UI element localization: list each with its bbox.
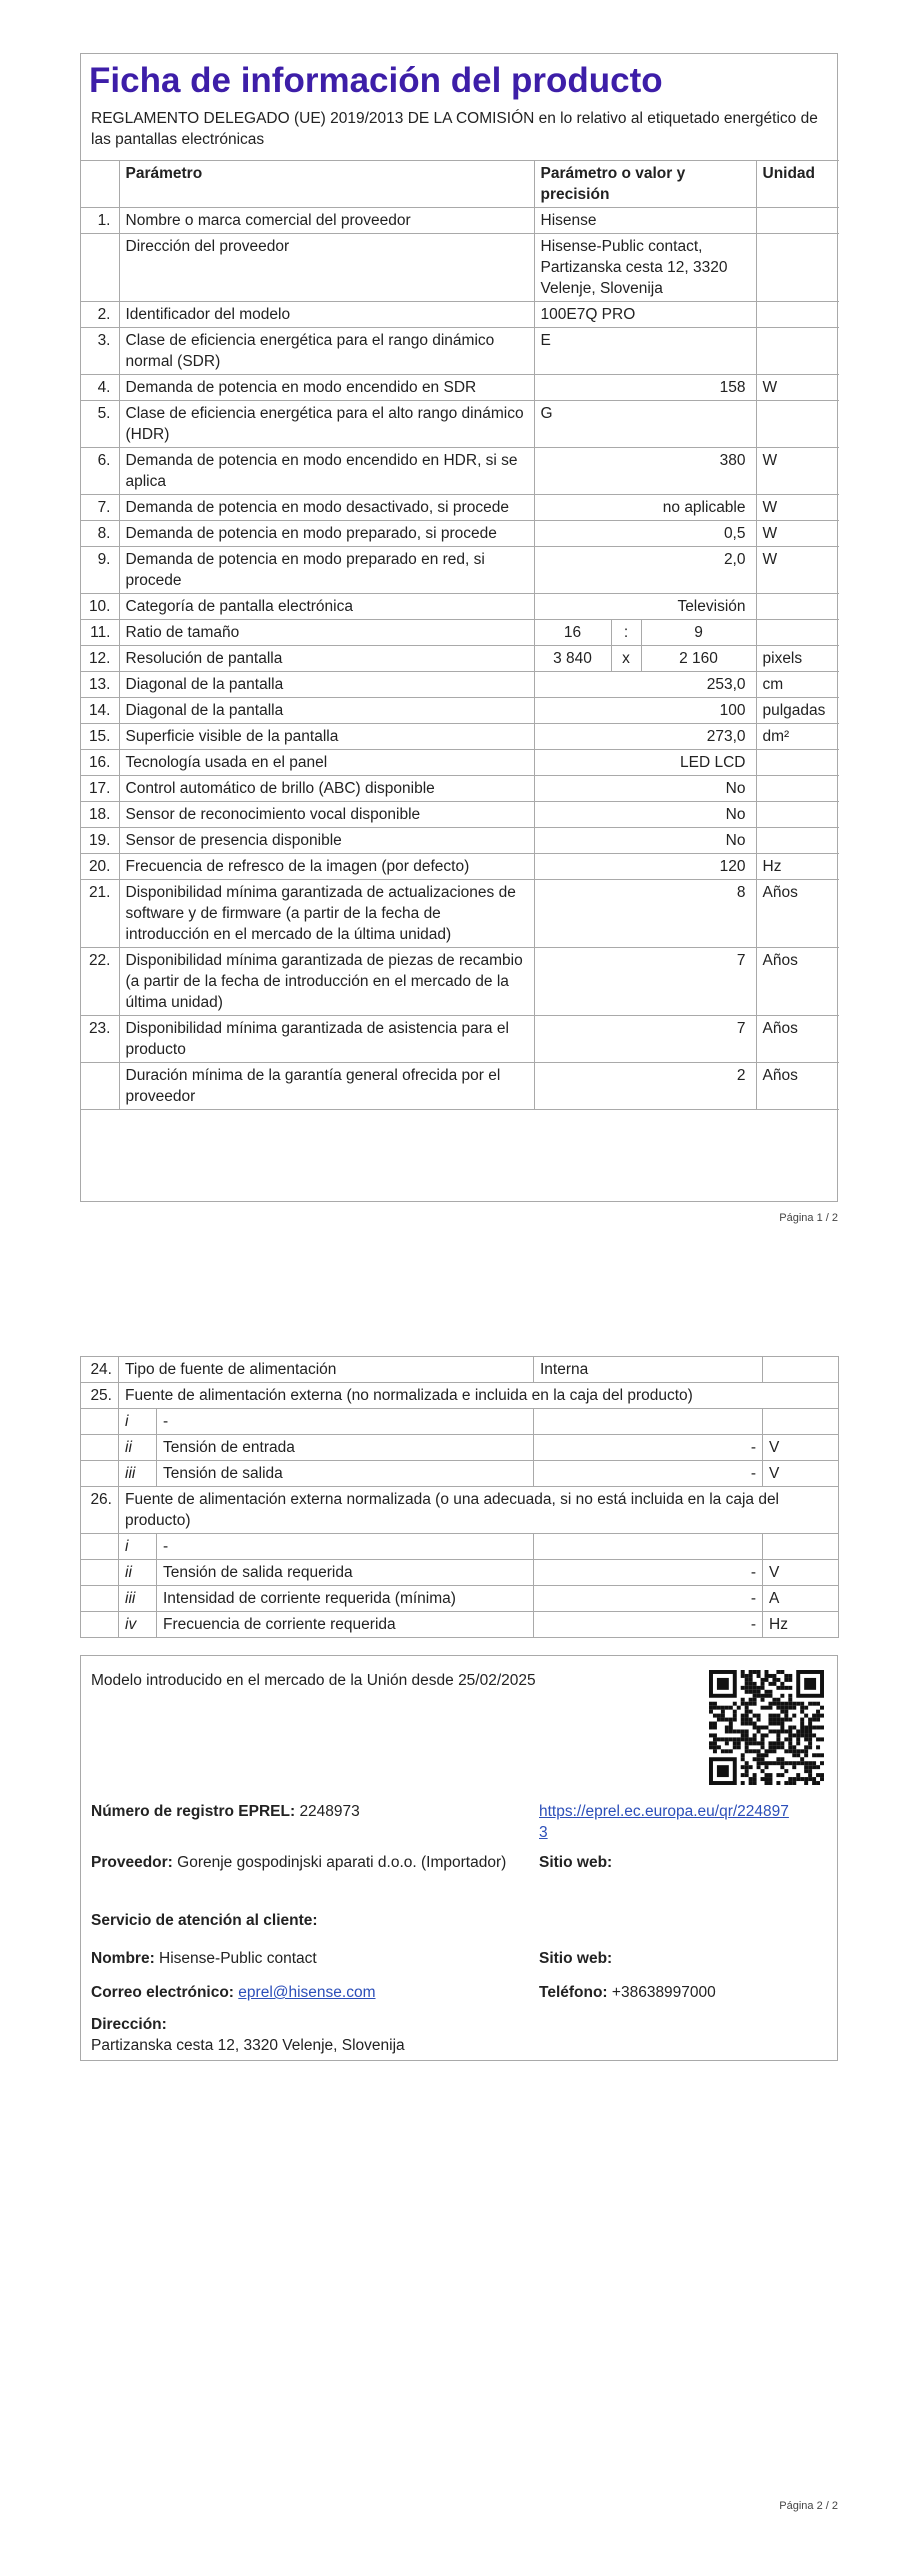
sub-unit: V	[763, 1435, 839, 1461]
row-value: 2	[534, 1063, 756, 1110]
row-parameter: Demanda de potencia en modo preparado, si procede	[119, 521, 534, 547]
sub-index: iii	[119, 1461, 157, 1487]
table-header-row	[81, 161, 839, 208]
table-row	[81, 1016, 839, 1063]
row-unit	[756, 234, 839, 302]
table-row	[81, 594, 839, 620]
row-unit	[756, 302, 839, 328]
table-row	[81, 750, 839, 776]
table-row	[81, 1461, 839, 1487]
table-row	[81, 375, 839, 401]
table-row	[81, 948, 839, 1016]
row-unit: W	[756, 375, 839, 401]
row-value: E	[534, 328, 756, 375]
row-number: 7.	[81, 495, 119, 521]
table-row	[81, 1409, 839, 1435]
sub-parameter: Intensidad de corriente requerida (mínima)	[157, 1586, 534, 1612]
supplier-label: Proveedor:	[91, 1854, 173, 1871]
row-value-b: 9	[641, 620, 756, 646]
row-value: 253,0	[534, 672, 756, 698]
row-number: 4.	[81, 375, 119, 401]
row-separator: :	[611, 620, 641, 646]
row-parameter: Resolución de pantalla	[119, 646, 534, 672]
row-parameter: Clase de eficiencia energética para el alto rango dinámico (HDR)	[119, 401, 534, 448]
row-number: 12.	[81, 646, 119, 672]
row-value: LED LCD	[534, 750, 756, 776]
power-supply-table	[80, 1356, 839, 1638]
table-row	[81, 724, 839, 750]
sub-index: iii	[119, 1586, 157, 1612]
table-row	[81, 854, 839, 880]
row-parameter: Demanda de potencia en modo preparado en red, si procede	[119, 547, 534, 594]
row-unit: pulgadas	[756, 698, 839, 724]
row-number	[81, 234, 119, 302]
row-number: 22.	[81, 948, 119, 1016]
row-unit: W	[756, 547, 839, 594]
row-value: 158	[534, 375, 756, 401]
row-unit	[756, 750, 839, 776]
name-value: Hisense-Public contact	[159, 1950, 317, 1967]
registration-info-box	[80, 1655, 838, 2061]
row-unit	[756, 776, 839, 802]
row-value: 273,0	[534, 724, 756, 750]
row-unit	[756, 401, 839, 448]
row-parameter: Tecnología usada en el panel	[119, 750, 534, 776]
row-number: 19.	[81, 828, 119, 854]
sub-parameter: Tensión de salida requerida	[157, 1560, 534, 1586]
supplier-value: Gorenje gospodinjski aparati d.o.o. (Importador)	[177, 1854, 507, 1871]
sub-parameter: Tensión de entrada	[157, 1435, 534, 1461]
table-row	[81, 448, 839, 495]
row-value: Televisión	[534, 594, 756, 620]
table-row	[81, 1487, 839, 1534]
table-row	[81, 495, 839, 521]
table-row	[81, 698, 839, 724]
row-number: 23.	[81, 1016, 119, 1063]
row-unit: dm²	[756, 724, 839, 750]
product-info-sheet	[80, 53, 838, 1202]
parameters-table	[81, 160, 839, 1110]
sub-parameter: -	[157, 1409, 534, 1435]
row-number	[81, 1063, 119, 1110]
row-value: 7	[534, 1016, 756, 1063]
row-number: 26.	[81, 1487, 119, 1534]
row-value: G	[534, 401, 756, 448]
website-label-2: Sitio web:	[539, 1950, 613, 1967]
row-unit: Años	[756, 880, 839, 948]
sub-unit: V	[763, 1461, 839, 1487]
table-row	[81, 1612, 839, 1638]
sub-value	[534, 1534, 763, 1560]
row-parameter: Disponibilidad mínima garantizada de piezas de recambio (a partir de la fecha de introducción en el mercado de la última unidad)	[119, 948, 534, 1016]
row-number: 9.	[81, 547, 119, 594]
address-label: Dirección:	[91, 2016, 167, 2033]
page-number-2: Página 2 / 2	[779, 2500, 838, 2512]
row-number: 17.	[81, 776, 119, 802]
row-parameter: Diagonal de la pantalla	[119, 698, 534, 724]
header-param: Parámetro	[119, 161, 534, 208]
sub-value: -	[534, 1560, 763, 1586]
row-value-a: 16	[534, 620, 611, 646]
header-value: Parámetro o valor y precisión	[534, 161, 756, 208]
row-value: 2,0	[534, 547, 756, 594]
table-row	[81, 828, 839, 854]
table-row	[81, 880, 839, 948]
row-parameter: Fuente de alimentación externa normalizada (o una adecuada, si no está incluida en la caja del producto)	[119, 1487, 839, 1534]
address-value: Partizanska cesta 12, 3320 Velenje, Slovenija	[91, 2037, 405, 2054]
row-value: no aplicable	[534, 495, 756, 521]
sub-parameter: Frecuencia de corriente requerida	[157, 1612, 534, 1638]
email-link[interactable]: eprel@hisense.com	[238, 1984, 376, 2001]
sub-index: i	[119, 1534, 157, 1560]
table-row	[81, 802, 839, 828]
website-label: Sitio web:	[539, 1854, 613, 1871]
row-value: 7	[534, 948, 756, 1016]
table-row	[81, 1586, 839, 1612]
row-parameter: Disponibilidad mínima garantizada de actualizaciones de software y de firmware (a partir de la fecha de introducción en el mercado de la última unidad)	[119, 880, 534, 948]
table-row	[81, 776, 839, 802]
table-row	[81, 1560, 839, 1586]
row-number: 14.	[81, 698, 119, 724]
row-unit	[756, 594, 839, 620]
customer-service-label: Servicio de atención al cliente:	[91, 1912, 318, 1929]
row-parameter: Frecuencia de refresco de la imagen (por defecto)	[119, 854, 534, 880]
eprel-link[interactable]: https://eprel.ec.europa.eu/qr/2248973	[539, 1803, 789, 1841]
table-row: 25. Fuente de alimentación externa (no normalizada e incluida en la caja del producto)	[81, 1383, 839, 1409]
row-number: 1.	[81, 208, 119, 234]
row-number: 2.	[81, 302, 119, 328]
name-label: Nombre:	[91, 1950, 155, 1967]
sub-index: ii	[119, 1435, 157, 1461]
row-number: 11.	[81, 620, 119, 646]
phone-label: Teléfono:	[539, 1984, 608, 2001]
regulation-subtitle: REGLAMENTO DELEGADO (UE) 2019/2013 DE LA COMISIÓN en lo relativo al etiquetado energético de las pantallas electrónicas	[91, 110, 818, 148]
header-unit: Unidad	[756, 161, 839, 208]
row-unit: W	[756, 495, 839, 521]
row-value: No	[534, 776, 756, 802]
eprel-number: 2248973	[299, 1803, 360, 1820]
row-number: 13.	[81, 672, 119, 698]
phone-value: +38638997000	[611, 1984, 716, 2001]
row-parameter: Categoría de pantalla electrónica	[119, 594, 534, 620]
row-unit	[756, 328, 839, 375]
row-number: 18.	[81, 802, 119, 828]
sub-parameter: Tensión de salida	[157, 1461, 534, 1487]
table-row	[81, 1435, 839, 1461]
row-number: 10.	[81, 594, 119, 620]
row-value: Hisense	[534, 208, 756, 234]
row-number: 8.	[81, 521, 119, 547]
sub-unit: Hz	[763, 1612, 839, 1638]
sub-value: -	[534, 1435, 763, 1461]
table-row	[81, 672, 839, 698]
table-row	[81, 328, 839, 375]
row-unit: pixels	[756, 646, 839, 672]
row-number: 3.	[81, 328, 119, 375]
row-parameter: Ratio de tamaño	[119, 620, 534, 646]
table-row: 24. Tipo de fuente de alimentación Interna	[81, 1357, 839, 1383]
sub-unit	[763, 1534, 839, 1560]
page-number: Página 1 / 2	[779, 1212, 838, 1224]
sub-unit: A	[763, 1586, 839, 1612]
row-parameter: Identificador del modelo	[119, 302, 534, 328]
row-parameter: Clase de eficiencia energética para el rango dinámico normal (SDR)	[119, 328, 534, 375]
row-parameter: Disponibilidad mínima garantizada de asistencia para el producto	[119, 1016, 534, 1063]
sub-index: iv	[119, 1612, 157, 1638]
row-unit	[756, 620, 839, 646]
market-date: Modelo introducido en el mercado de la Unión desde 25/02/2025	[91, 1672, 536, 1689]
row-number: 5.	[81, 401, 119, 448]
row-unit: Hz	[756, 854, 839, 880]
row-number: 21.	[81, 880, 119, 948]
row-value: 0,5	[534, 521, 756, 547]
row-parameter: Duración mínima de la garantía general ofrecida por el proveedor	[119, 1063, 534, 1110]
row-parameter: Superficie visible de la pantalla	[119, 724, 534, 750]
row-separator: x	[611, 646, 641, 672]
row-parameter: Sensor de reconocimiento vocal disponible	[119, 802, 534, 828]
row-unit: W	[756, 521, 839, 547]
sub-parameter: -	[157, 1534, 534, 1560]
row-value: No	[534, 802, 756, 828]
table-row	[81, 302, 839, 328]
row-parameter: Nombre o marca comercial del proveedor	[119, 208, 534, 234]
table-row	[81, 234, 839, 302]
row-parameter: Control automático de brillo (ABC) disponible	[119, 776, 534, 802]
table-row	[81, 547, 839, 594]
row-parameter: Diagonal de la pantalla	[119, 672, 534, 698]
row-unit: Años	[756, 948, 839, 1016]
row-value: Hisense-Public contact, Partizanska cesta 12, 3320 Velenje, Slovenija	[534, 234, 756, 302]
row-unit: W	[756, 448, 839, 495]
qr-code	[709, 1670, 824, 1785]
eprel-label: Número de registro EPREL:	[91, 1803, 296, 1820]
table-row	[81, 401, 839, 448]
row-value: 120	[534, 854, 756, 880]
table-row	[81, 521, 839, 547]
row-value: 100E7Q PRO	[534, 302, 756, 328]
row-parameter: Sensor de presencia disponible	[119, 828, 534, 854]
row-parameter: Demanda de potencia en modo encendido en HDR, si se aplica	[119, 448, 534, 495]
sub-value: -	[534, 1612, 763, 1638]
sub-index: i	[119, 1409, 157, 1435]
sub-value: -	[534, 1461, 763, 1487]
sub-unit: V	[763, 1560, 839, 1586]
table-row	[81, 208, 839, 234]
page-title: Ficha de información del producto	[89, 61, 663, 100]
row-value: 100	[534, 698, 756, 724]
sub-index: ii	[119, 1560, 157, 1586]
row-value-b: 2 160	[641, 646, 756, 672]
row-parameter: Dirección del proveedor	[119, 234, 534, 302]
row-number: 15.	[81, 724, 119, 750]
row-number: 6.	[81, 448, 119, 495]
table-row	[81, 646, 839, 672]
row-value: No	[534, 828, 756, 854]
row-value-a: 3 840	[534, 646, 611, 672]
table-row	[81, 620, 839, 646]
row-unit: Años	[756, 1016, 839, 1063]
row-unit	[756, 828, 839, 854]
sub-value: -	[534, 1586, 763, 1612]
table-row	[81, 1534, 839, 1560]
sub-value	[534, 1409, 763, 1435]
row-parameter: Demanda de potencia en modo encendido en SDR	[119, 375, 534, 401]
row-number: 16.	[81, 750, 119, 776]
row-value: 380	[534, 448, 756, 495]
row-number: 20.	[81, 854, 119, 880]
table-row	[81, 1063, 839, 1110]
row-unit: Años	[756, 1063, 839, 1110]
row-value: 8	[534, 880, 756, 948]
row-unit: cm	[756, 672, 839, 698]
row-unit	[756, 208, 839, 234]
email-label: Correo electrónico:	[91, 1984, 234, 2001]
row-parameter: Demanda de potencia en modo desactivado, si procede	[119, 495, 534, 521]
sub-unit	[763, 1409, 839, 1435]
row-unit	[756, 802, 839, 828]
